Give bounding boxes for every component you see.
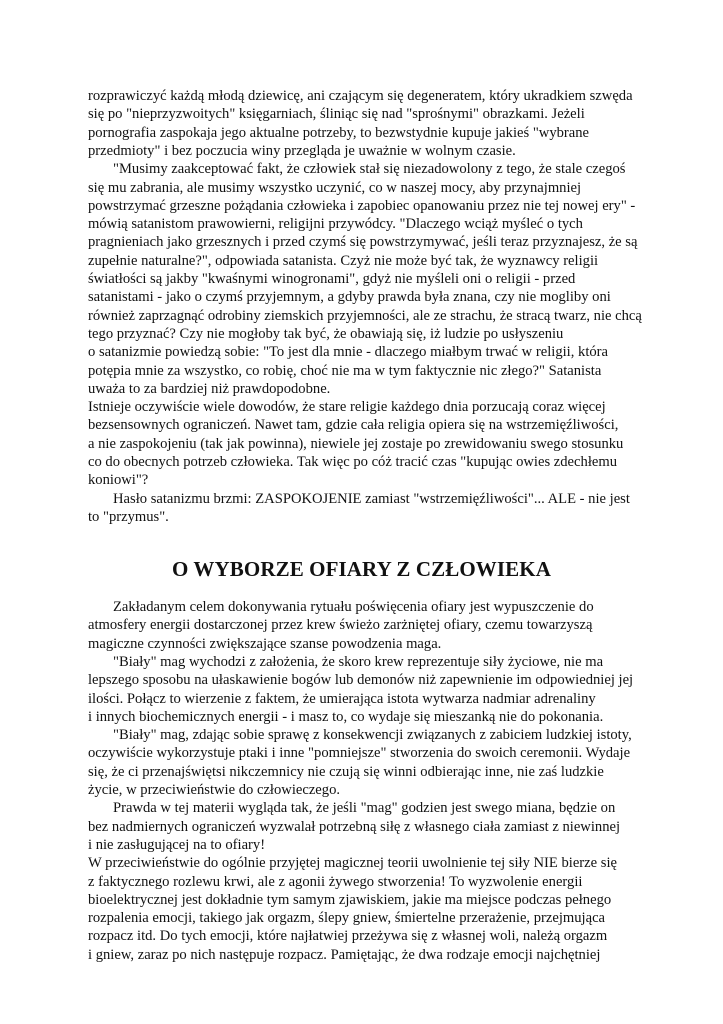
text-line: rozprawiczyć każdą młodą dziewicę, ani czającym się degeneratem, który ukradkiem szwęda bbox=[88, 88, 633, 104]
text-line: Zakładanym celem dokonywania rytuału poświęcenia ofiary jest wypuszczenie do bbox=[113, 599, 594, 615]
text-line: W przeciwieństwie do ogólnie przyjętej magicznej teorii uwolnienie tej siły NIE bierze się bbox=[88, 855, 617, 872]
text-line: tego przyznać? Czy nie mogłoby tak być, że obawiają się, iż ludzie po usłyszeniu bbox=[88, 325, 564, 342]
text-line: Prawda w tej materii wygląda tak, że jeśli "mag" godzien jest swego miana, będzie on bbox=[113, 800, 616, 817]
text-line: rozpacz itd. Do tych emocji, które najłatwiej przeżywa się z własnej woli, należą orgazm bbox=[88, 928, 608, 945]
text-line: "Biały" mag wychodzi z założenia, że skoro krew reprezentuje siły życiowe, nie ma bbox=[113, 653, 604, 670]
text-line: ilości. Połącz to wierzenie z faktem, że umierająca istota wytwarza nadmiar adrenaliny bbox=[88, 690, 596, 707]
text-line: o satanizmie powiedzą sobie: "To jest dla mnie - dlaczego miałbym trwać w religii, która bbox=[88, 344, 609, 361]
text-line: koniowi"? bbox=[88, 472, 149, 489]
text-line: bez nadmiernych ograniczeń wyzwalał potrzebną siłę z własnego ciała zamiast z niewinnej bbox=[88, 818, 621, 835]
text-line: Hasło satanizmu brzmi: ZASPOKOJENIE zamiast "wstrzemięźliwości"... ALE - nie jest bbox=[113, 490, 630, 507]
text-line: pragnieniach jako grzesznych i przed czymś się powstrzymywać, jeśli teraz przyznajesz, że są bbox=[88, 234, 638, 251]
text-line: a nie zaspokojeniu (tak jak powinna), niewiele jej zostaje po zrewidowaniu swego stosunku bbox=[88, 435, 624, 452]
text-line: życie, w przeciwieństwie do człowieczego. bbox=[88, 782, 341, 798]
text-line: "Biały" mag, zdając sobie sprawę z konsekwencji związanych z zabiciem ludzkiej istoty, bbox=[113, 727, 632, 744]
text-line: mówią satanistom prawowierni, religijni przywódcy. "Dlaczego wciąż myśleć o tych bbox=[88, 216, 583, 233]
text-line: pornografia zaspokaja jego aktualne potrzeby, to bezwstydnie kupuje jakieś "wybrane bbox=[88, 124, 590, 141]
text-line: powstrzymać grzeszne pożądania człowieka i zapobiec opanowaniu przez nie tej nowej ery" - bbox=[88, 197, 636, 214]
text-line: "Musimy zaakceptować fakt, że człowiek stał się niezadowolony z tego, że stale czegoś bbox=[113, 161, 626, 178]
text-line: i gniew, zaraz po nich następuje rozpacz. Pamiętając, że dwa rodzaje emocji najchętniej bbox=[88, 946, 601, 963]
text-line: co do obecnych potrzeb człowieka. Tak więc po cóż tracić czas "kupując owies zdechłemu bbox=[88, 454, 617, 470]
text-line: i innych biochemicznych energii - i masz to, co wydaje się mieszanką nie do pokonania. bbox=[88, 708, 604, 725]
text-line: satanistami - jako o czymś przyjemnym, a gdyby prawda była znana, czy nie mogliby oni bbox=[88, 289, 611, 306]
text-line: Istnieje oczywiście wiele dowodów, że stare religie każdego dnia porzucają coraz więcej bbox=[88, 399, 606, 416]
text-line: z faktycznego rozlewu krwi, ale z agonii żywego stworzenia! To wyzwolenie energii bbox=[88, 873, 583, 890]
text-line: i nie zasługującej na to ofiary! bbox=[88, 836, 266, 853]
text-line: się, że ci przenajświętsi nikczemnicy nie czują się winni odbierając inne, nie zaś ludzkie bbox=[88, 763, 604, 780]
text-line: się mu zabrania, ale musimy wszystko uczynić, co w naszej mocy, aby przynajmniej bbox=[88, 179, 582, 196]
text-line: oczywiście wykorzystuje ptaki i inne "pomniejsze" stworzenia do swoich ceremonii. Wydaje bbox=[88, 745, 631, 762]
text-line: również zaprzagnąć odrobiny ziemskich przyjemności, ale ze strachu, że stracą twarz, nie chcą bbox=[88, 307, 642, 324]
text-line: uważa to za bardziej niż prawdopodobne. bbox=[88, 380, 331, 397]
text-line: się po "nieprzyzwoitych" księgarniach, śliniąc się nad "sprośnymi" obrazkami. Jeżeli bbox=[88, 106, 585, 123]
text-line: potępia mnie za wszystko, co robię, choć nie ma w tym faktycznie nic złego?" Satanista bbox=[88, 362, 602, 379]
text-line: światłości są jakby "kwaśnymi winogronami", gdyż nie myśleli oni o religii - przed bbox=[88, 271, 576, 287]
text-line: zupełnie naturalne?", odpowiada satanista. Czyż nie może być tak, że wyznawcy religii bbox=[88, 252, 599, 269]
text-line: magiczne czynności zwiększające szanse powodzenia maga. bbox=[88, 635, 442, 652]
text-line: bioelektrycznej jest dokładnie tym samym zjawiskiem, jakie ma miejsce podczas pełnego bbox=[88, 891, 612, 908]
text-line: bezsensownych ograniczeń. Nawet tam, gdzie cała religia opiera się na wstrzemięźliwości, bbox=[88, 417, 619, 434]
text-line: rozpalenia emocji, takiego jak orgazm, ślepy gniew, śmiertelne przerażenie, przejmująca bbox=[88, 910, 606, 927]
text-line: lepszego sposobu na ułaskawienie bogów lub demonów niż zapewnienie im odpowiedniej jej bbox=[88, 672, 634, 689]
chapter-heading: O WYBORZE OFIARY Z CZŁOWIEKA bbox=[172, 557, 551, 581]
text-line: przedmioty" i bez poczucia winy przegląda je uważnie w wolnym czasie. bbox=[88, 142, 516, 159]
text-line: atmosfery energii dostarczonej przez krew świeżo zarżniętej ofiary, czemu towarzyszą bbox=[88, 617, 593, 634]
text-line: to "przymus". bbox=[88, 508, 169, 525]
